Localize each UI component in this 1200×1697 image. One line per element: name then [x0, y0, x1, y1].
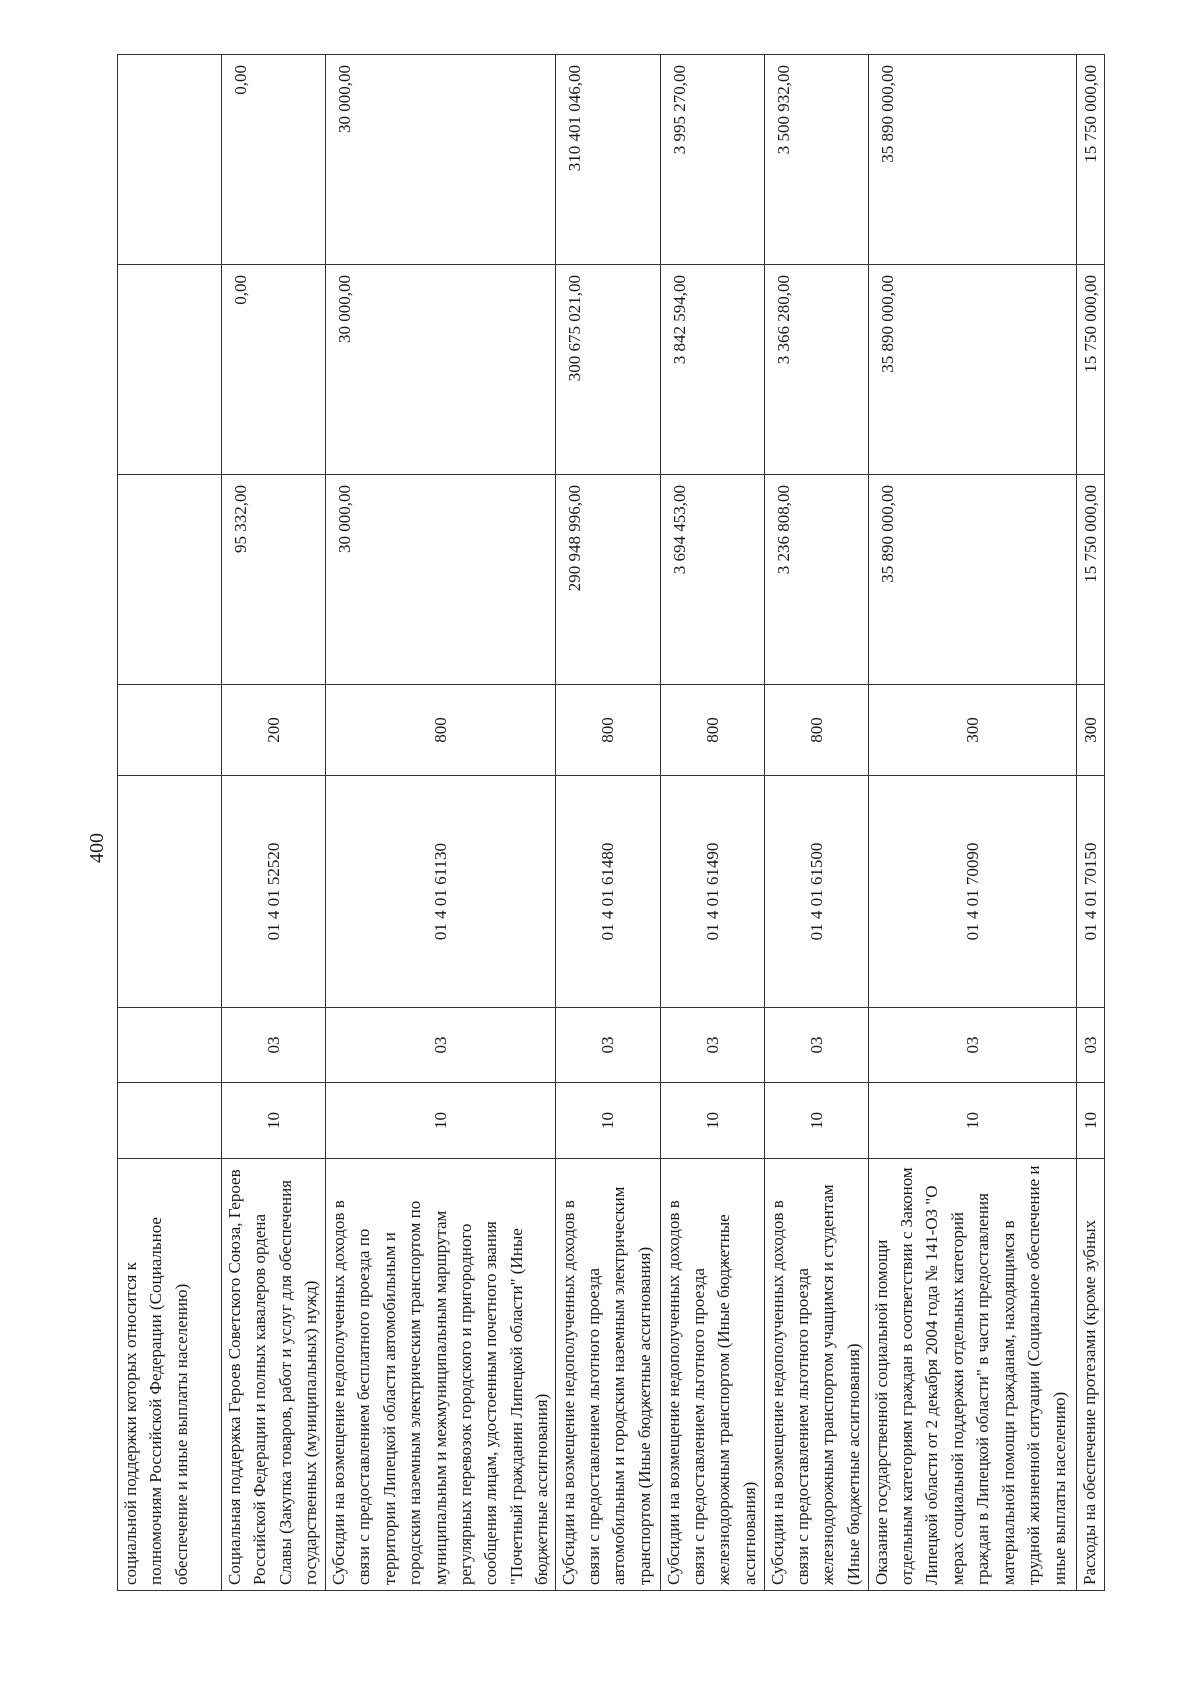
row-description: Субсидии на возмещение недополученных доходов в связи с предоставлением льготного проезда железнодорожным транспортом (Иные бюджетные ассигнования): [660, 1159, 764, 1591]
row-expense-type: 300: [868, 685, 1076, 776]
rotated-page-content: [117, 55, 1100, 1591]
row-amount-3: 3 995 270,00: [660, 55, 764, 265]
table-row: [222, 55, 326, 1591]
row-target-article: 01 4 01 70150: [1076, 776, 1104, 1008]
row-amount-1: 30 000,00: [326, 475, 556, 685]
row-amount-3: [118, 55, 222, 265]
page-number: 400: [86, 833, 108, 863]
row-expense-type: 200: [222, 685, 326, 776]
table-row: [868, 55, 1076, 1591]
row-amount-1: 95 332,00: [222, 475, 326, 685]
row-amount-3: 15 750 000,00: [1076, 55, 1104, 265]
row-section: 10: [660, 1083, 764, 1159]
row-section: 10: [326, 1083, 556, 1159]
row-target-article: 01 4 01 61500: [764, 776, 868, 1008]
row-expense-type: 300: [1076, 685, 1104, 776]
row-expense-type: 800: [555, 685, 660, 776]
row-amount-3: 35 890 000,00: [868, 55, 1076, 265]
row-description: Социальная поддержка Героев Советского Союза, Героев Российской Федерации и полных кавалеров ордена Славы (Закупка товаров, работ и услуг для обеспечения государственных (муниципальных) нужд): [222, 1159, 326, 1591]
row-amount-3: 310 401 046,00: [555, 55, 660, 265]
row-amount-1: 3 694 453,00: [660, 475, 764, 685]
row-description: социальной поддержки которых относится к полномочиям Российской Федерации (Социальное обеспечение и иные выплаты населению): [118, 1159, 222, 1591]
row-amount-1: [118, 475, 222, 685]
row-amount-3: 0,00: [222, 55, 326, 265]
row-subsection: 03: [660, 1008, 764, 1083]
row-target-article: 01 4 01 52520: [222, 776, 326, 1008]
row-amount-2: 3 842 594,00: [660, 265, 764, 475]
row-amount-2: 15 750 000,00: [1076, 265, 1104, 475]
row-amount-3: 3 500 932,00: [764, 55, 868, 265]
row-section: 10: [555, 1083, 660, 1159]
row-target-article: 01 4 01 61130: [326, 776, 556, 1008]
row-amount-2: [118, 265, 222, 475]
row-expense-type: 800: [326, 685, 556, 776]
row-amount-1: 290 948 996,00: [555, 475, 660, 685]
row-subsection: 03: [555, 1008, 660, 1083]
row-target-article: 01 4 01 61490: [660, 776, 764, 1008]
table-row: [660, 55, 764, 1591]
row-expense-type: 800: [660, 685, 764, 776]
row-amount-2: 30 000,00: [326, 265, 556, 475]
table-row: [555, 55, 660, 1591]
row-section: 10: [868, 1083, 1076, 1159]
row-target-article: [118, 776, 222, 1008]
row-subsection: 03: [326, 1008, 556, 1083]
row-amount-2: 35 890 000,00: [868, 265, 1076, 475]
row-amount-2: 3 366 280,00: [764, 265, 868, 475]
table-row: [764, 55, 868, 1591]
row-description: Расходы на обеспечение протезами (кроме зубных: [1076, 1159, 1104, 1591]
row-subsection: 03: [222, 1008, 326, 1083]
row-section: 10: [1076, 1083, 1104, 1159]
table-row: [326, 55, 556, 1591]
row-subsection: 03: [1076, 1008, 1104, 1083]
row-description: Субсидии на возмещение недополученных доходов в связи с предоставлением льготного проезда автомобильным и городским наземным электрическим транспортом (Иные бюджетные ассигнования): [555, 1159, 660, 1591]
row-amount-1: 15 750 000,00: [1076, 475, 1104, 685]
row-section: 10: [222, 1083, 326, 1159]
row-description: Субсидии на возмещение недополученных доходов в связи с предоставлением бесплатного проезда по территории Липецкой области автомобильным и городским наземным электрическим транспортом по муниципальным и межмуниципальным маршрутам регулярных перевозок городского и пригородного сообщения лицам, удостоенным почетного звания "Почетный гражданин Липецкой области" (Иные бюджетные ассигнования): [326, 1159, 556, 1591]
table-row: [1076, 55, 1104, 1591]
row-subsection: 03: [868, 1008, 1076, 1083]
budget-table: [117, 54, 1105, 1591]
row-amount-1: 35 890 000,00: [868, 475, 1076, 685]
row-target-article: 01 4 01 61480: [555, 776, 660, 1008]
row-amount-3: 30 000,00: [326, 55, 556, 265]
row-subsection: [118, 1008, 222, 1083]
row-expense-type: 800: [764, 685, 868, 776]
row-description: Субсидии на возмещение недополученных доходов в связи с предоставлением льготного проезда железнодорожным транспортом учащимся и студентам (Иные бюджетные ассигнования): [764, 1159, 868, 1591]
row-expense-type: [118, 685, 222, 776]
row-description: Оказание государственной социальной помощи отдельным категориям граждан в соответствии с Законом Липецкой области от 2 декабря 2004 года № 141-ОЗ "О мерах социальной поддержки отдельных категорий граждан в Липецкой области" в части предоставления материальной помощи гражданам, находящимся в трудной жизненной ситуации (Социальное обеспечение и иные выплаты населению): [868, 1159, 1076, 1591]
row-subsection: 03: [764, 1008, 868, 1083]
row-amount-2: 0,00: [222, 265, 326, 475]
row-section: 10: [764, 1083, 868, 1159]
table-row: [118, 55, 222, 1591]
row-section: [118, 1083, 222, 1159]
row-amount-1: 3 236 808,00: [764, 475, 868, 685]
row-target-article: 01 4 01 70090: [868, 776, 1076, 1008]
row-amount-2: 300 675 021,00: [555, 265, 660, 475]
